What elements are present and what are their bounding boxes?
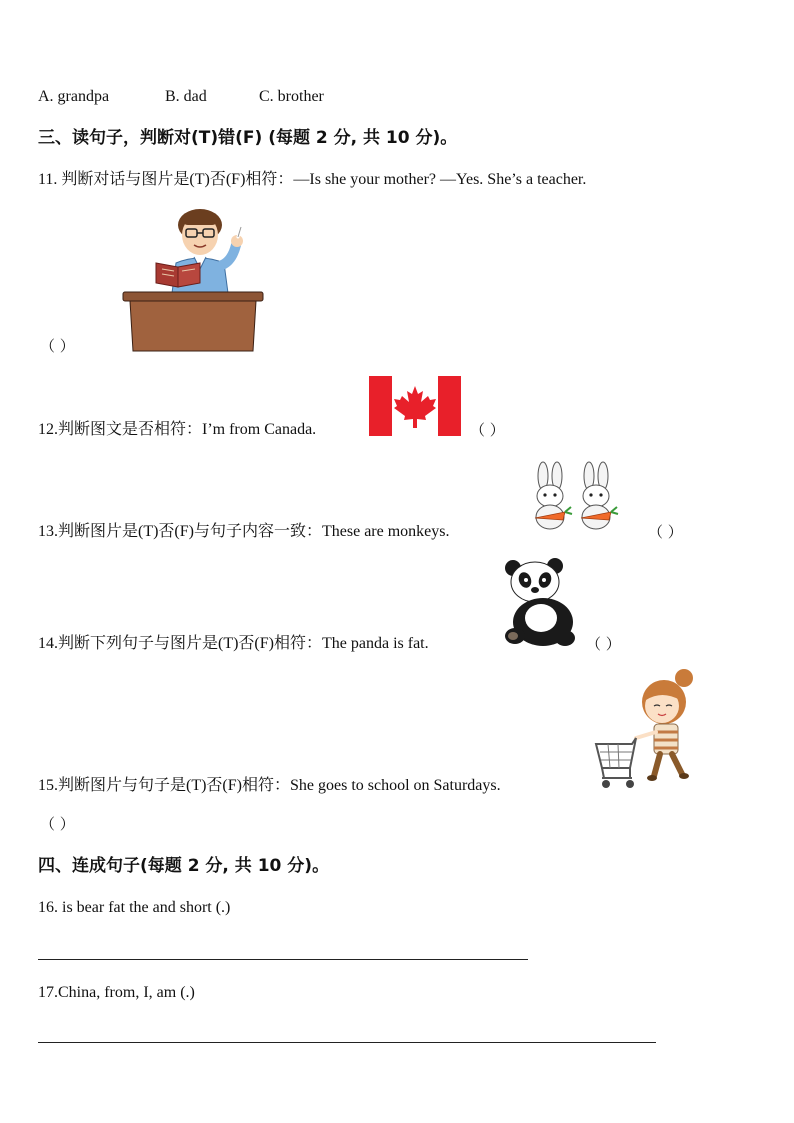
question-16-answer-line[interactable] (38, 959, 528, 960)
canada-flag-illustration (369, 376, 461, 436)
question-14-answer-blank[interactable]: （ ） (586, 635, 621, 653)
question-11-text: 11. 判断对话与图片是(T)否(F)相符：—Is she your mother? —Yes. She’s a teacher. (38, 171, 587, 188)
question-16-text: 16. is bear fat the and short (.) (38, 899, 231, 916)
question-17-answer-line[interactable] (38, 1042, 656, 1043)
teacher-at-desk-illustration (120, 205, 270, 355)
rabbits-with-carrots-illustration (527, 462, 622, 532)
question-15-text: 15.判断图片与句子是(T)否(F)相符：She goes to school on Saturdays. (38, 777, 501, 794)
question-17-text: 17.China, from, I, am (.) (38, 984, 195, 1001)
option-b: B. dad (165, 88, 207, 105)
question-14-text: 14.判断下列句子与图片是(T)否(F)相符：The panda is fat. (38, 635, 429, 652)
question-13-text: 13.判断图片是(T)否(F)与句子内容一致：These are monkeys. (38, 523, 450, 540)
question-13-answer-blank[interactable]: （ ） (648, 523, 683, 541)
section-4-heading: 四、连成句子(每题 2 分, 共 10 分)。 (38, 856, 330, 876)
question-12-answer-blank[interactable]: （ ） (470, 421, 505, 439)
girl-with-shopping-cart-illustration (592, 668, 698, 790)
question-12-text: 12.判断图文是否相符：I’m from Canada. (38, 421, 317, 438)
question-15-answer-blank[interactable]: （ ） (40, 815, 75, 833)
section-3-heading: 三、读句子，判断对(T)错(F) (每题 2 分, 共 10 分)。 (38, 128, 458, 148)
panda-illustration (503, 556, 578, 648)
option-c: C. brother (259, 88, 324, 105)
option-a: A. grandpa (38, 88, 110, 105)
question-11-answer-blank[interactable]: （ ） (40, 337, 75, 355)
